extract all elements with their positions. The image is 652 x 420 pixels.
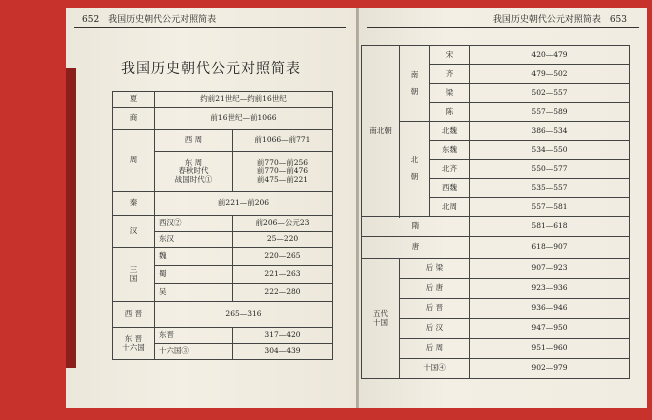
sub-dynasty-cell: 西魏 — [430, 179, 470, 198]
table-row — [113, 130, 333, 152]
years-cell: 502—557 — [470, 84, 630, 103]
years-cell: 约前21世纪—约前16世纪 — [155, 92, 333, 108]
years-cell: 936—946 — [470, 299, 630, 319]
years-cell: 304—439 — [233, 344, 333, 360]
years-cell: 前206—公元23 — [233, 216, 333, 232]
years-label: 前770—前256 — [256, 157, 309, 167]
dynasty-cell: 隋 — [362, 217, 470, 237]
sub-dynasty-cell: 后 晋 — [400, 299, 470, 319]
dynasty-cell: 夏 — [113, 92, 155, 108]
table-row — [362, 279, 630, 299]
years-cell: 557—581 — [470, 198, 630, 217]
sub-dynasty-cell: 十六国③ — [155, 344, 233, 360]
dynasty-cell: 唐 — [362, 237, 470, 259]
years-cell: 902—979 — [470, 359, 630, 379]
table-row — [362, 259, 630, 279]
years-cell: 550—577 — [470, 160, 630, 179]
years-cell: 前221—前206 — [155, 192, 333, 216]
sub-dynasty-cell — [155, 152, 233, 192]
sub-dynasty-cell: 西 周 — [155, 130, 233, 152]
dynasty-cell: 商 — [113, 108, 155, 130]
table-row — [362, 359, 630, 379]
right-page-header — [493, 12, 633, 25]
years-cell: 222—280 — [233, 284, 333, 302]
years-cell: 265—316 — [155, 302, 333, 328]
sub-dynasty-cell: 后 唐 — [400, 279, 470, 299]
years-cell: 前16世纪—前1066 — [155, 108, 333, 130]
sub-dynasty-cell: 北周 — [430, 198, 470, 217]
left-page-header — [76, 12, 216, 25]
dynasty-cell: 汉 — [113, 216, 155, 248]
table-row — [362, 237, 630, 259]
years-cell: 618—907 — [470, 237, 630, 259]
dynasty-table-left — [112, 91, 333, 360]
table-row — [362, 339, 630, 359]
sub-dynasty-cell: 宋 — [430, 46, 470, 65]
years-cell: 947—950 — [470, 319, 630, 339]
table-row — [113, 216, 333, 232]
table-row — [113, 328, 333, 344]
table-row — [362, 122, 630, 141]
years-label: 前475—前221 — [256, 174, 309, 184]
sub-dynasty-cell: 后 汉 — [400, 319, 470, 339]
sub-dynasty-cell: 后 周 — [400, 339, 470, 359]
table-row — [362, 217, 630, 237]
years-cell: 923—936 — [470, 279, 630, 299]
dynasty-cell: 东 晋 十六国 — [113, 328, 155, 360]
sub-dynasty-cell: 魏 — [155, 248, 233, 266]
sub-dynasty-cell: 后 梁 — [400, 259, 470, 279]
right-page — [359, 8, 647, 408]
years-cell: 534—550 — [470, 141, 630, 160]
years-label: 前770—前476 — [256, 166, 309, 176]
years-cell: 557—589 — [470, 103, 630, 122]
table-row — [362, 46, 630, 65]
sub-dynasty-cell: 吴 — [155, 284, 233, 302]
sub-dynasty-cell: 北齐 — [430, 160, 470, 179]
sub-dynasty-cell: 东汉 — [155, 232, 233, 248]
years-cell: 535—557 — [470, 179, 630, 198]
sub-dynasty-label: 春秋时代 — [178, 166, 209, 176]
dynasty-group-cell: 南 朝 — [400, 46, 430, 122]
sub-dynasty-cell: 陈 — [430, 103, 470, 122]
sub-dynasty-cell: 十国④ — [400, 359, 470, 379]
dynasty-cell: 五代 十国 — [362, 259, 400, 379]
table-row — [113, 92, 333, 108]
dynasty-cell: 秦 — [113, 192, 155, 216]
years-cell: 479—502 — [470, 65, 630, 84]
header-rule — [367, 27, 639, 28]
sub-dynasty-cell: 北魏 — [430, 122, 470, 141]
dynasty-cell: 南北朝 — [362, 46, 400, 217]
years-cell: 221—263 — [233, 266, 333, 284]
dynasty-group-cell: 北 朝 — [400, 122, 430, 217]
table-row — [113, 248, 333, 266]
sub-dynasty-cell: 齐 — [430, 65, 470, 84]
years-cell: 25—220 — [233, 232, 333, 248]
page-number-left: 652 — [82, 15, 100, 25]
page-number-right: 653 — [609, 15, 627, 25]
years-cell: 951—960 — [470, 339, 630, 359]
years-cell: 317—420 — [233, 328, 333, 344]
years-cell: 386—534 — [470, 122, 630, 141]
sub-dynasty-cell: 西汉② — [155, 216, 233, 232]
years-cell: 220—265 — [233, 248, 333, 266]
table-row — [113, 192, 333, 216]
table-row — [362, 299, 630, 319]
sub-dynasty-cell: 东魏 — [430, 141, 470, 160]
years-cell — [233, 152, 333, 192]
dynasty-cell: 三 国 — [113, 248, 155, 302]
left-page — [66, 8, 356, 408]
years-cell: 前1066—前771 — [233, 130, 333, 152]
bookmark-ribbon — [66, 68, 76, 368]
years-cell: 581—618 — [470, 217, 630, 237]
page-title: 我国历史朝代公元对照简表 — [121, 61, 301, 77]
table-row — [362, 319, 630, 339]
header-rule — [74, 27, 346, 28]
years-cell: 420—479 — [470, 46, 630, 65]
table-row — [113, 108, 333, 130]
sub-dynasty-cell: 蜀 — [155, 266, 233, 284]
dynasty-cell: 周 — [113, 130, 155, 192]
running-title-left: 我国历史朝代公元对照简表 — [108, 15, 217, 25]
sub-dynasty-label: 东 周 — [184, 157, 203, 167]
running-title-right: 我国历史朝代公元对照简表 — [492, 15, 601, 25]
table-row — [113, 302, 333, 328]
sub-dynasty-cell: 梁 — [430, 84, 470, 103]
dynasty-cell: 西 晋 — [113, 302, 155, 328]
sub-dynasty-label: 战国时代① — [174, 174, 213, 184]
years-cell: 907—923 — [470, 259, 630, 279]
dynasty-table-right — [361, 45, 630, 379]
sub-dynasty-cell: 东晋 — [155, 328, 233, 344]
